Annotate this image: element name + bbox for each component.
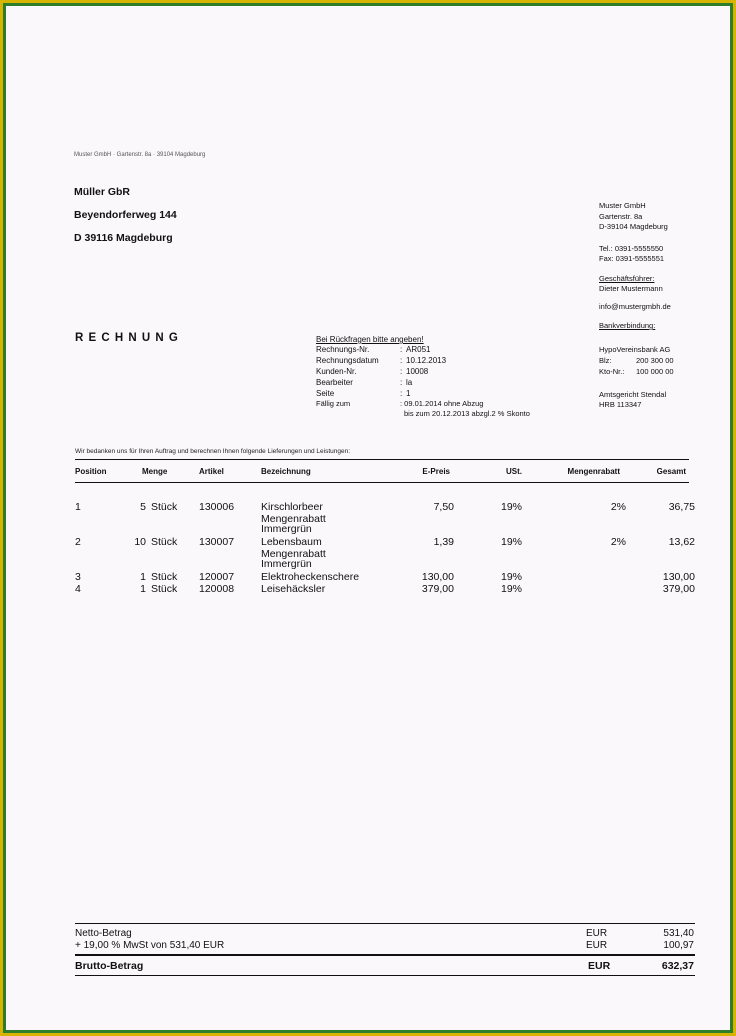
company-city: D-39104 Magdeburg: [599, 222, 668, 231]
item-vat: 19%: [500, 536, 522, 548]
item-quantity: 1: [140, 583, 146, 595]
col-ust: USt.: [506, 467, 522, 476]
info-separator: :: [400, 389, 403, 398]
item-vat: 19%: [500, 501, 522, 513]
net-currency: EUR: [586, 928, 608, 939]
item-description: Lebensbaum: [261, 536, 322, 548]
company-ceo-label: Geschäftsführer:: [599, 274, 655, 283]
item-vat: 19%: [500, 583, 522, 595]
col-gesamt: Gesamt: [656, 467, 686, 476]
item-article: 130006: [199, 501, 235, 513]
company-blz: 200 300 00: [636, 356, 674, 365]
info-value: AR051: [406, 345, 431, 354]
info-label: Kunden-Nr.: [316, 367, 357, 376]
item-subline: Mengenrabatt: [261, 513, 326, 525]
info-separator: :: [400, 378, 403, 387]
item-unit: Stück: [151, 501, 178, 513]
item-quantity: 5: [140, 501, 146, 513]
item-article: 120007: [199, 571, 235, 583]
due-label: Fällig zum: [316, 399, 351, 408]
item-total: 36,75: [668, 501, 695, 513]
item-unit-price: 1,39: [433, 536, 454, 548]
col-rabatt: Mengenrabatt: [567, 467, 620, 476]
info-label: Seite: [316, 389, 335, 398]
info-label: Bearbeiter: [316, 378, 353, 387]
company-email: info@mustergmbh.de: [599, 302, 671, 311]
col-menge: Menge: [142, 467, 168, 476]
company-kto-label: Kto-Nr.:: [599, 367, 625, 376]
net-label: Netto-Betrag: [75, 928, 132, 939]
recipient-street: Beyendorferweg 144: [74, 209, 177, 221]
item-unit: Stück: [151, 583, 178, 595]
vat-label: + 19,00 % MwSt von 531,40 EUR: [75, 940, 225, 951]
item-position: 1: [75, 501, 81, 513]
item-unit: Stück: [151, 571, 178, 583]
col-epreis: E-Preis: [422, 467, 450, 476]
totals-top-rule: [75, 923, 695, 924]
item-position: 4: [75, 583, 81, 595]
item-subline: Mengenrabatt: [261, 548, 326, 560]
company-bank-name: HypoVereinsbank AG: [599, 345, 671, 354]
item-position: 2: [75, 536, 81, 548]
item-unit-price: 7,50: [433, 501, 454, 513]
item-total: 13,62: [668, 536, 695, 548]
table-top-rule: [75, 459, 689, 460]
item-unit-price: 130,00: [421, 571, 454, 583]
item-total: 130,00: [662, 571, 695, 583]
item-article: 130007: [199, 536, 235, 548]
item-description: Elektroheckenschere: [261, 571, 360, 583]
info-value: 10.12.2013: [406, 356, 447, 365]
item-quantity: 1: [140, 571, 146, 583]
item-subline: Immergrün: [261, 523, 312, 535]
net-value: 531,40: [663, 928, 694, 939]
item-position: 3: [75, 571, 81, 583]
header-bottom-rule: [75, 482, 689, 483]
info-separator: :: [400, 356, 403, 365]
company-blz-label: Blz:: [599, 356, 612, 365]
item-vat: 19%: [500, 571, 522, 583]
item-unit: Stück: [151, 536, 178, 548]
company-fax: Fax: 0391-5555551: [599, 254, 665, 263]
item-quantity: 10: [134, 536, 146, 548]
intro-text: Wir bedanken uns für Ihren Auftrag und berechnen Ihnen folgende Lieferungen und Leistungen:: [75, 448, 351, 455]
info-separator: :: [400, 345, 403, 354]
document-title: R E C H N U N G: [75, 332, 179, 344]
company-bank-label: Bankverbindung:: [599, 321, 656, 330]
sender-line: Muster GmbH · Gartenstr. 8a · 39104 Magdeburg: [74, 152, 206, 158]
gross-top-rule: [75, 954, 695, 956]
col-position: Position: [75, 467, 107, 476]
info-value: la: [406, 378, 413, 387]
invoice-page: [6, 6, 730, 1030]
due-line-2: bis zum 20.12.2013 abzgl.2 % Skonto: [404, 409, 530, 418]
col-artikel: Artikel: [199, 467, 224, 476]
item-discount: 2%: [610, 536, 626, 548]
recipient-city: D 39116 Magdeburg: [74, 232, 173, 244]
recipient-name: Müller GbR: [74, 186, 131, 198]
vat-currency: EUR: [586, 940, 608, 951]
info-heading: Bei Rückfragen bitte angeben!: [316, 335, 424, 344]
company-ceo: Dieter Mustermann: [599, 284, 663, 293]
info-label: Rechnungs-Nr.: [316, 345, 370, 354]
info-label: Rechnungsdatum: [316, 356, 379, 365]
company-street: Gartenstr. 8a: [599, 212, 643, 221]
info-value: 10008: [406, 367, 429, 376]
gross-currency: EUR: [588, 960, 611, 972]
item-subline: Immergrün: [261, 558, 312, 570]
item-article: 120008: [199, 583, 235, 595]
info-separator: :: [400, 367, 403, 376]
due-line-1: : 09.01.2014 ohne Abzug: [400, 399, 484, 408]
company-kto: 100 000 00: [636, 367, 674, 376]
item-unit-price: 379,00: [421, 583, 454, 595]
item-discount: 2%: [610, 501, 626, 513]
company-tel: Tel.: 0391-5555550: [599, 244, 664, 253]
item-description: Kirschlorbeer: [261, 501, 323, 513]
company-court: Amtsgericht Stendal: [599, 390, 667, 399]
col-bezeichnung: Bezeichnung: [261, 467, 311, 476]
item-description: Leisehäcksler: [261, 583, 326, 595]
gross-value: 632,37: [661, 960, 694, 972]
company-name: Muster GmbH: [599, 201, 646, 210]
item-total: 379,00: [662, 583, 695, 595]
company-hrb: HRB 113347: [599, 400, 642, 409]
info-value: 1: [406, 389, 411, 398]
gross-label: Brutto-Betrag: [75, 960, 144, 972]
gross-bottom-rule: [75, 975, 695, 976]
vat-value: 100,97: [663, 940, 694, 951]
